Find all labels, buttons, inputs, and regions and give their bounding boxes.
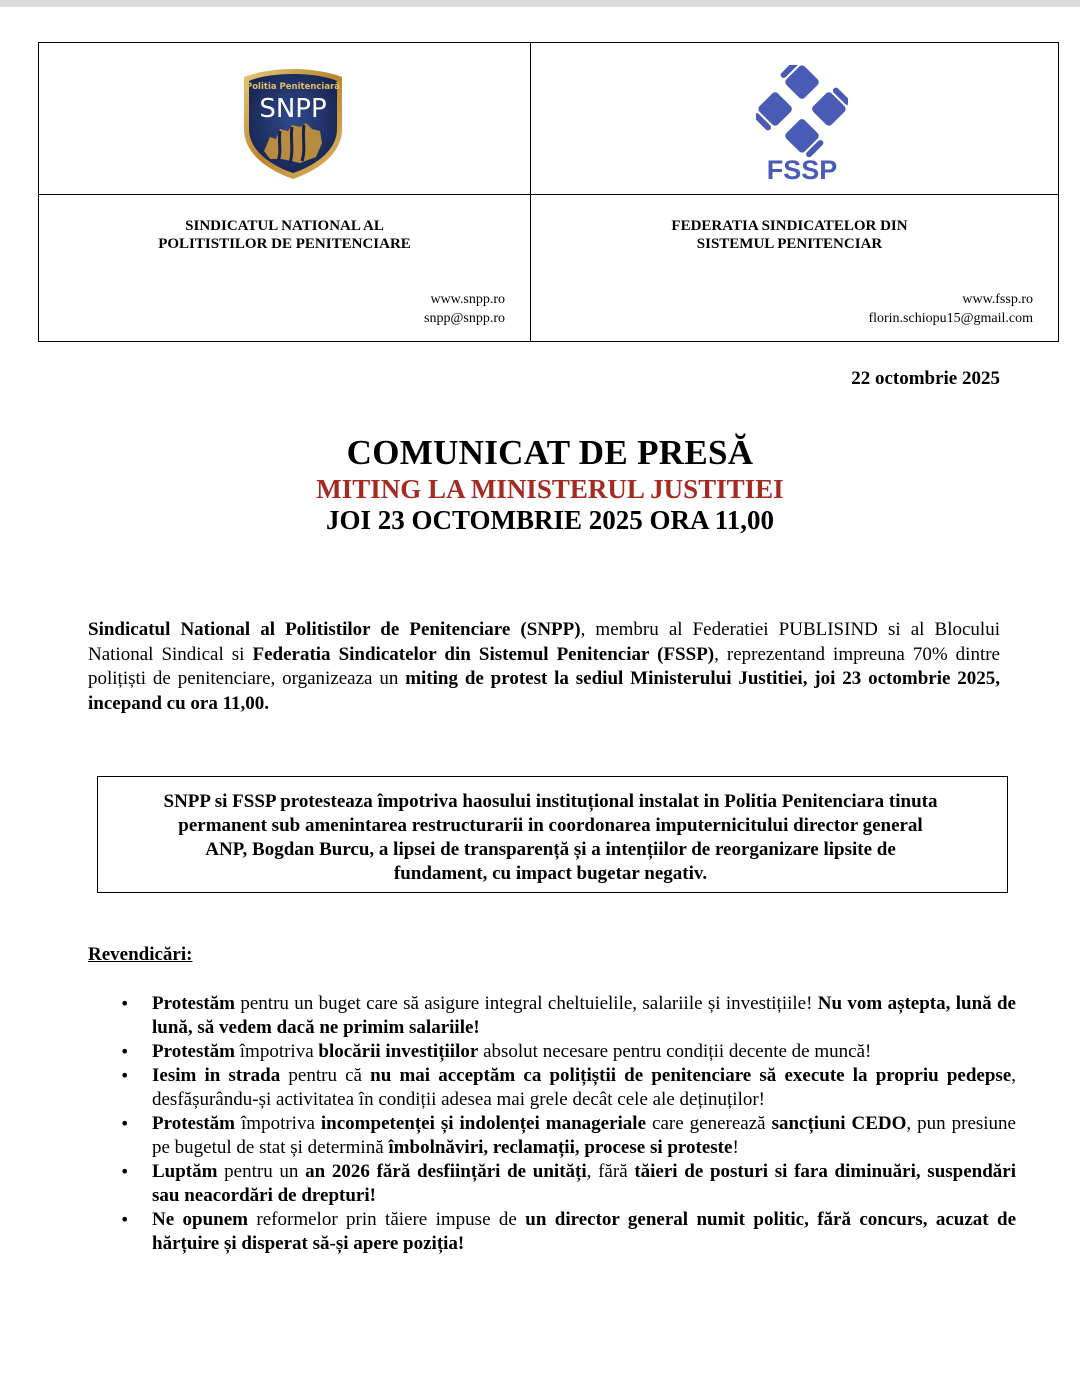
- bold-text-run: an 2026 fără desființări de unități: [305, 1161, 587, 1182]
- bold-text-run: Protestăm: [152, 1041, 236, 1062]
- demands-list: [120, 992, 1017, 1256]
- fssp-logo-text: FSSP: [766, 155, 838, 185]
- event-datetime: JOI 23 OCTOMBRIE 2025 ORA 11,00: [325, 505, 775, 535]
- protest-statement-box: [97, 776, 1008, 893]
- bold-text-run: Iesim in strada: [152, 1065, 281, 1086]
- snpp-org-line1: SINDICATUL NATIONAL AL: [185, 218, 384, 234]
- text-run: absolut necesare pentru condiții decente de muncă!: [478, 1041, 872, 1062]
- snpp-website-link[interactable]: www.snpp.ro: [430, 292, 505, 307]
- snpp-info-cell: [39, 195, 531, 341]
- snpp-org-name: [39, 217, 530, 253]
- bullet-icon: •: [120, 1162, 130, 1181]
- demand-item: [120, 1112, 1016, 1160]
- document-date: 22 octombrie 2025: [851, 368, 1000, 389]
- bullet-icon: •: [120, 1066, 130, 1085]
- bold-text-run: incompetenței și indolenței manageriale: [320, 1113, 647, 1134]
- demand-item: [120, 992, 1016, 1040]
- fssp-info-cell: [531, 195, 1058, 341]
- bold-text-run: Protestăm: [152, 1113, 236, 1134]
- snpp-logo-text: SNPP: [259, 94, 327, 124]
- bullet-icon: •: [120, 1114, 130, 1133]
- statement-line: SNPP si FSSP protesteaza împotriva haosului instituțional instalat in Politia Penitenciara tinuta: [163, 791, 938, 812]
- bold-text-run: Sindicatul National al Politistilor de Penitenciare (SNPP): [88, 619, 581, 640]
- bold-text-run: nu mai acceptăm ca polițiștii de penitenciare să execute la propriu pedepse: [370, 1065, 1012, 1086]
- title-block: [0, 432, 1080, 536]
- snpp-org-line2: POLITISTILOR DE PENITENCIARE: [158, 236, 411, 252]
- statement-line: fundament, cu impact bugetar negativ.: [393, 863, 708, 884]
- text-run: care generează: [646, 1113, 772, 1134]
- snpp-logo: [242, 67, 344, 181]
- statement-line: permanent sub amenintarea restructurarii in coordonarea imputernicitului director general: [178, 815, 923, 836]
- bullet-icon: •: [120, 1210, 130, 1229]
- text-run: pentru că: [280, 1065, 371, 1086]
- intro-paragraph: [88, 618, 1000, 716]
- snpp-email-link[interactable]: snpp@snpp.ro: [424, 311, 505, 326]
- demands-heading: Revendicări:: [88, 944, 193, 965]
- fssp-logo-cell: [531, 43, 1058, 195]
- fssp-email-link[interactable]: florin.schiopu15@gmail.com: [868, 311, 1033, 326]
- bold-text-run: blocării investițiilor: [318, 1041, 479, 1062]
- demand-item: [120, 1040, 1016, 1064]
- event-title: MITING LA MINISTERUL JUSTITIEI: [316, 474, 784, 504]
- text-run: pentru un buget care să asigure integral cheltuielile, salariile și investițiile!: [235, 993, 818, 1014]
- fssp-org-line1: FEDERATIA SINDICATELOR DIN: [671, 218, 908, 234]
- text-run: , reprezentand impreuna 70% dintre polițiști de penitenciare, organizeaza un: [88, 643, 1000, 689]
- bold-text-run: Ne opunem: [152, 1209, 249, 1230]
- fssp-contact: [868, 290, 1033, 328]
- text-run: împotriva: [235, 1113, 321, 1134]
- text-run: reformelor prin tăiere impuse de: [248, 1209, 526, 1230]
- viewer-top-bar: [0, 0, 1080, 7]
- demand-item: [120, 1208, 1017, 1256]
- bold-text-run: Nu vom aștepta, lună de lună, să vedem dacă ne primim salariile!: [152, 993, 1016, 1038]
- fssp-org-line2: SISTEMUL PENITENCIAR: [696, 236, 883, 252]
- bold-text-run: tăieri de posturi si fara diminuări, suspendări sau neacordări de drepturi!: [152, 1161, 1017, 1206]
- letterhead-table: [38, 42, 1059, 342]
- fssp-org-name: [521, 217, 1058, 253]
- demand-item: [120, 1160, 1017, 1208]
- bold-text-run: îmbolnăviri, reclamații, procese si proteste: [388, 1137, 733, 1158]
- text-run: împotriva: [235, 1041, 319, 1062]
- bullet-icon: •: [120, 994, 130, 1013]
- text-run: !: [732, 1137, 739, 1158]
- fssp-logo: [756, 65, 848, 185]
- bold-text-run: Federatia Sindicatelor din Sistemul Penitenciar (FSSP): [252, 643, 715, 665]
- bold-text-run: Protestăm: [152, 993, 236, 1014]
- bold-text-run: Luptăm: [152, 1161, 218, 1182]
- text-run: , fără: [586, 1161, 635, 1182]
- bold-text-run: sancțiuni CEDO: [771, 1113, 907, 1134]
- statement-line: ANP, Bogdan Burcu, a lipsei de transparență și a intențiilor de reorganizare lipsite de: [205, 839, 896, 860]
- bold-text-run: miting de protest la sediul Ministerului Justitiei, joi 23 octombrie 2025, incepand cu ora 11,00.: [88, 668, 1000, 714]
- snpp-contact: [424, 290, 505, 328]
- text-run: pentru un: [217, 1161, 306, 1182]
- fssp-website-link[interactable]: www.fssp.ro: [962, 292, 1033, 307]
- text-run: , desfășurându-și activitatea în condiții adesea mai grele decât cele ale deținuților!: [152, 1065, 1017, 1110]
- text-run: , membru al Federatiei PUBLISIND si al Blocului National Sindical si: [88, 619, 1000, 665]
- page-title: COMUNICAT DE PRESĂ: [346, 433, 754, 472]
- bold-text-run: un director general numit politic, fără concurs, acuzat de hărțuire și disperat să-și apere poziția!: [152, 1209, 1017, 1254]
- demand-item: [120, 1064, 1017, 1112]
- snpp-logo-banner: Politia Penitenciară: [245, 82, 341, 92]
- snpp-logo-cell: [39, 43, 531, 195]
- bullet-icon: •: [120, 1042, 130, 1061]
- text-run: , pun presiune pe bugetul de stat și determină: [152, 1113, 1016, 1158]
